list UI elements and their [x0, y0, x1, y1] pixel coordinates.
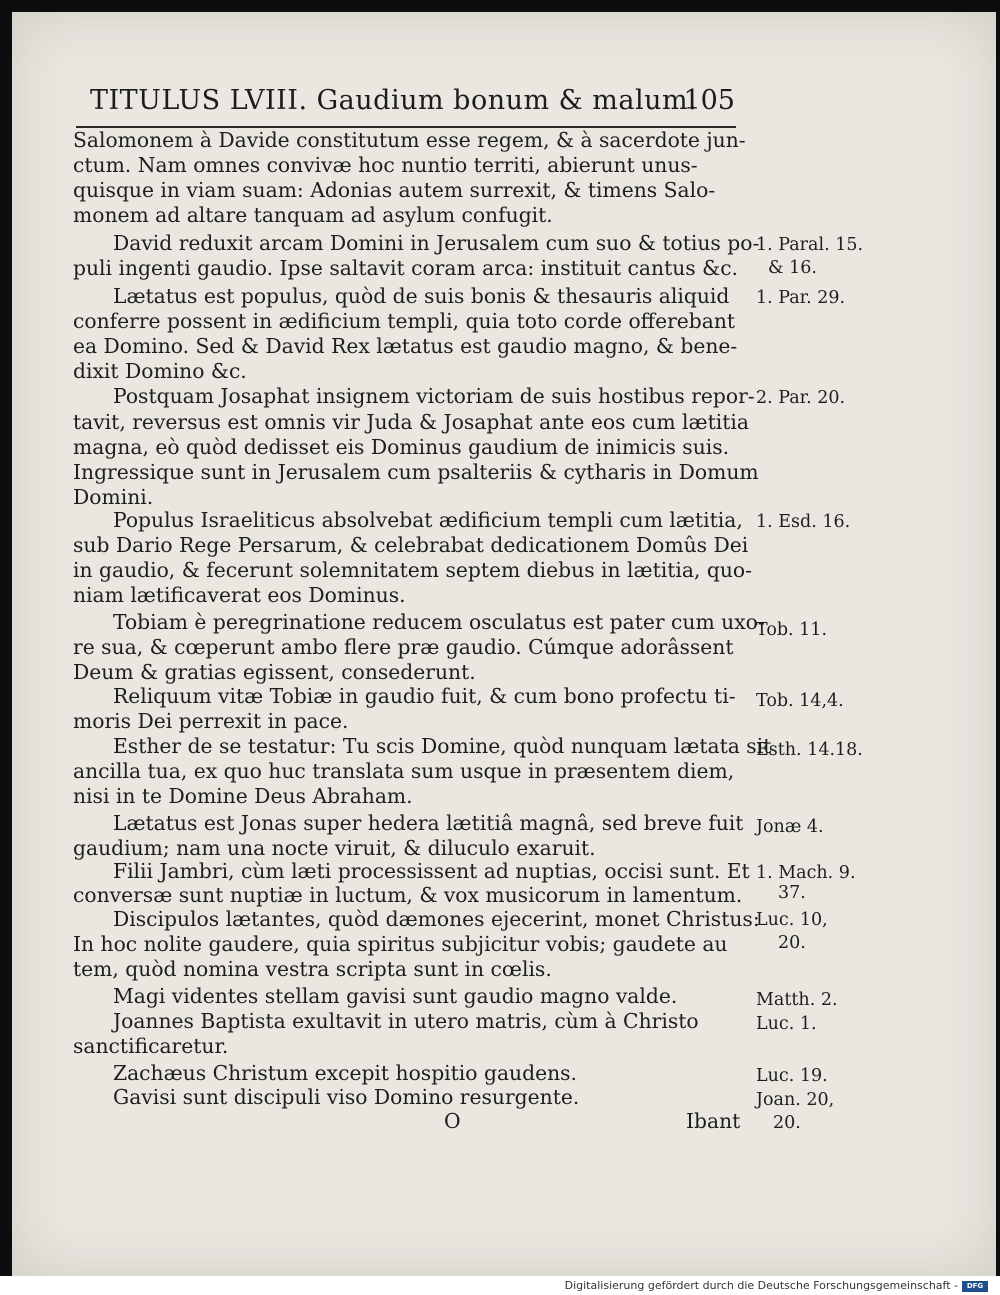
text-line: Lætatus est Jonas super hedera lætitiâ magnâ, sed breve fuit	[113, 811, 744, 835]
text-line: magna, eò quòd dedisset eis Dominus gaudium de inimicis suis.	[73, 435, 730, 459]
margin-ref: 1. Mach. 9.	[756, 863, 856, 883]
text-line: niam lætificaverat eos Dominus.	[73, 583, 406, 607]
text-line: ancilla tua, ex quo huc translata sum usque in præsentem diem,	[73, 759, 735, 783]
margin-ref: 2. Par. 20.	[756, 388, 846, 408]
text-line: Zachæus Christum excepit hospitio gaudens.	[113, 1061, 577, 1085]
text-line: Populus Israeliticus absolvebat ædificium templi cum lætitia,	[113, 508, 743, 532]
credit-text: Digitalisierung gefördert durch die Deutsche Forschungsgemeinschaft -	[564, 1279, 958, 1292]
text-line: Filii Jambri, cùm læti processissent ad nuptias, occisi sunt. Et	[113, 859, 750, 883]
text-line: Magi videntes stellam gavisi sunt gaudio magno valde.	[113, 984, 678, 1008]
page-number: 105	[683, 85, 735, 116]
text-line: ea Domino. Sed & David Rex lætatus est gaudio magno, & bene-	[73, 334, 738, 358]
text-line: Esther de se testatur: Tu scis Domine, quòd nunquam lætata sit	[113, 734, 772, 758]
margin-ref: 20.	[773, 1113, 801, 1133]
digitization-credit	[565, 1279, 988, 1293]
margin-ref: & 16.	[768, 258, 817, 278]
margin-ref: Luc. 1.	[756, 1014, 817, 1034]
margin-ref: Luc. 10,	[756, 910, 828, 930]
text-line: tem, quòd nomina vestra scripta sunt in cœlis.	[73, 957, 552, 981]
text-line: quisque in viam suam: Adonias autem surrexit, & timens Salo-	[73, 178, 716, 202]
margin-ref: Matth. 2.	[756, 990, 838, 1010]
text-line: Reliquum vitæ Tobiæ in gaudio fuit, & cum bono profectu ti-	[113, 684, 736, 708]
dfg-logo-icon: DFG	[962, 1281, 988, 1292]
text-line: Deum & gratias egissent, consederunt.	[73, 660, 476, 684]
text-line: Salomonem à Davide constitutum esse regem, & à sacerdote jun-	[73, 128, 746, 152]
text-line: Gavisi sunt discipuli viso Domino resurgente.	[113, 1085, 580, 1109]
margin-ref: Luc. 19.	[756, 1066, 828, 1086]
margin-ref: 1. Par. 29.	[756, 288, 846, 308]
margin-ref: 37.	[778, 883, 806, 903]
catchword: Ibant	[686, 1109, 741, 1133]
text-line: ctum. Nam omnes convivæ hoc nuntio territi, abierunt unus-	[73, 153, 698, 177]
text-line: Tobiam è peregrinatione reducem osculatus est pater cum uxo-	[113, 610, 765, 634]
text-line: Discipulos lætantes, quòd dæmones ejecerint, monet Christus:	[113, 907, 760, 931]
text-line: Postquam Josaphat insignem victoriam de suis hostibus repor-	[113, 384, 755, 408]
text-line: in gaudio, & fecerunt solemnitatem septem diebus in lætitia, quo-	[73, 558, 752, 582]
text-line: moris Dei perrexit in pace.	[73, 709, 349, 733]
text-line: Ingressique sunt in Jerusalem cum psalteriis & cytharis in Domum	[73, 460, 759, 484]
margin-ref: Jonæ 4.	[756, 817, 824, 837]
text-line: David reduxit arcam Domini in Jerusalem cum suo & totius po-	[113, 231, 760, 255]
signature-mark: O	[444, 1109, 461, 1133]
text-line: dixit Domino &c.	[73, 359, 247, 383]
margin-ref: 1. Esd. 16.	[756, 512, 851, 532]
text-line: sanctificaretur.	[73, 1034, 229, 1058]
margin-ref: Joan. 20,	[756, 1090, 835, 1110]
text-line: conversæ sunt nuptiæ in luctum, & vox musicorum in lamentum.	[73, 883, 743, 907]
margin-ref: 1. Paral. 15.	[756, 235, 864, 255]
text-line: puli ingenti gaudio. Ipse saltavit coram arca: instituit cantus &c.	[73, 256, 738, 280]
text-line: In hoc nolite gaudere, quia spiritus subjicitur vobis; gaudete au	[73, 932, 728, 956]
text-line: sub Dario Rege Persarum, & celebrabat dedicationem Domûs Dei	[73, 533, 749, 557]
margin-ref: 20.	[778, 933, 806, 953]
text-line: nisi in te Domine Deus Abraham.	[73, 784, 413, 808]
margin-ref: Tob. 14,4.	[756, 691, 844, 711]
text-line: monem ad altare tanquam ad asylum confugit.	[73, 203, 553, 227]
text-line: tavit, reversus est omnis vir Juda & Josaphat ante eos cum lætitia	[73, 410, 749, 434]
text-line: Joannes Baptista exultavit in utero matris, cùm à Christo	[113, 1009, 699, 1033]
header-title: TITULUS LVIII. Gaudium bonum & malum.	[90, 85, 698, 116]
margin-ref: Tob. 11.	[756, 620, 828, 640]
text-line: conferre possent in ædificium templi, quia toto corde offerebant	[73, 309, 736, 333]
text-line: Domini.	[73, 485, 154, 509]
text-line: gaudium; nam una nocte viruit, & diluculo exaruit.	[73, 836, 596, 860]
text-line: Lætatus est populus, quòd de suis bonis & thesauris aliquid	[113, 284, 730, 308]
margin-ref: Esth. 14.18.	[756, 740, 863, 760]
running-header	[90, 85, 735, 125]
text-line: re sua, & cœperunt ambo flere præ gaudio. Cúmque adorâssent	[73, 635, 734, 659]
